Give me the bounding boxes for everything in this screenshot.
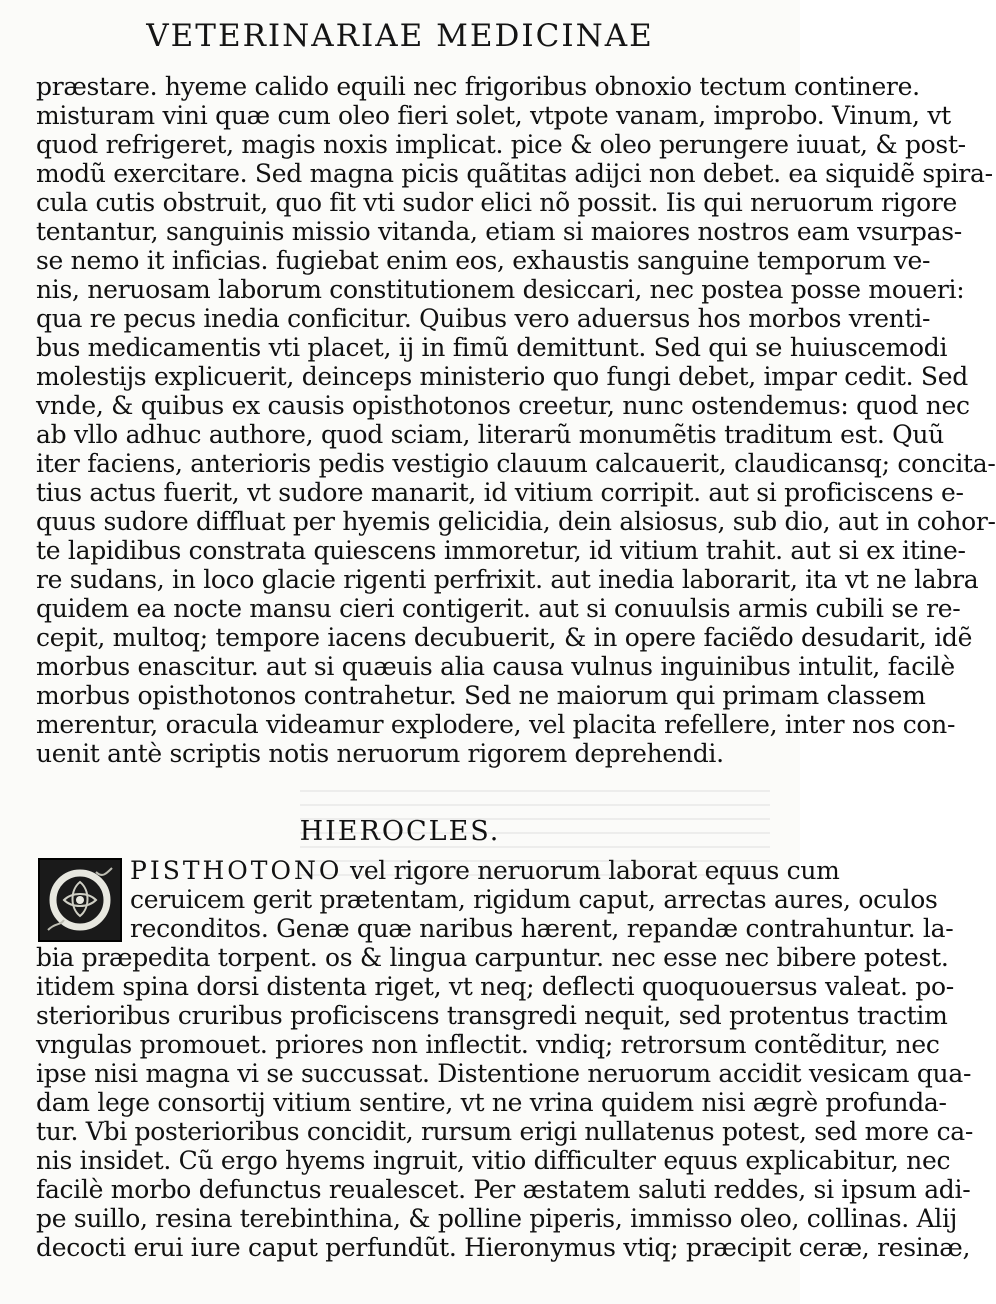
section-body [36, 943, 974, 1262]
text-line: modũ exercitare. Sed magna picis quãtitas adijci non debet. ea siquidẽ spira- [36, 159, 993, 188]
text-line: se nemo it inficias. fugiebat enim eos, exhaustis sanguine temporum ve- [36, 246, 931, 275]
section-first-line [36, 856, 840, 885]
text-line: tius actus fuerit, vt sudore manarit, id vitium corripit. aut si proficiscens e- [36, 478, 964, 507]
text-line: vnde, & quibus ex causis opisthotonos creetur, nunc ostendemus: quod nec [36, 391, 970, 420]
section-line: vngulas promouet. priores non inflectit. vndiq; retrorsum contẽditur, nec [36, 1030, 940, 1059]
text-line: ab vllo adhuc authore, quod sciam, literarũ monumẽtis traditum est. Quũ [36, 420, 944, 449]
text-line: quidem ea nocte mansu cieri contigerit. aut si conuulsis armis cubili se re- [36, 594, 961, 623]
text-line: nis, neruosam laborum constitutionem desiccari, nec postea posse moueri: [36, 275, 965, 304]
section-line: sterioribus cruribus proficiscens transgredi nequit, sed protentus tractim [36, 1001, 948, 1030]
text-line: morbus enascitur. aut si quæuis alia causa vulnus inguinibus intulit, facilè [36, 652, 955, 681]
section-line: facilè morbo defunctus reualescet. Per æstatem saluti reddes, si ipsum adi- [36, 1175, 971, 1204]
running-head: VETERINARIAE MEDICINAE [146, 18, 654, 54]
body-text [36, 72, 996, 768]
first-line-rest: vel rigore neruorum laborat equus cum [342, 856, 840, 885]
section-line: dam lege consortij vitium sentire, vt ne vrina quidem nisi ægrè profunda- [36, 1088, 947, 1117]
section-line: bia præpedita torpent. os & lingua carpuntur. nec esse nec bibere potest. [36, 943, 949, 972]
text-line: qua re pecus inedia conficitur. Quibus vero aduersus hos morbos vrenti- [36, 304, 931, 333]
text-line: præstare. hyeme calido equili nec frigoribus obnoxio tectum continere. [36, 72, 920, 101]
section-line: itidem spina dorsi distenta riget, vt neq; deflecti quoquouersus valeat. po- [36, 972, 954, 1001]
text-line: te lapidibus constrata quiescens immoretur, id vitium trahit. aut si ex itine- [36, 536, 966, 565]
opening-word: PISTHOTONO [130, 856, 343, 885]
hierocles-section [36, 856, 974, 1262]
section-line: reconditos. Genæ quæ naribus hærent, repandæ contrahuntur. la- [130, 914, 954, 943]
section-line: nis insidet. Cũ ergo hyems ingruit, vitio difficulter equus explicabitur, nec [36, 1146, 951, 1175]
text-line: quus sudore diffluat per hyemis gelicidia, dein alsiosus, sub dio, aut in cohor- [36, 507, 996, 536]
section-heading: HIEROCLES. [299, 816, 501, 847]
floral-ornament-icon [40, 860, 120, 940]
text-line: re sudans, in loco glacie rigenti perfrixit. aut inedia laborarit, ita vt ne labra [36, 565, 979, 594]
text-line: morbus opisthotonos contrahetur. Sed ne maiorum qui primam classem [36, 681, 926, 710]
text-line: cula cutis obstruit, quo fit vti sudor elici nõ possit. Iis qui neruorum rigore [36, 188, 958, 217]
text-line: misturam vini quæ cum oleo fieri solet, vtpote vanam, improbo. Vinum, vt [36, 101, 951, 130]
text-line: bus medicamentis vti placet, ij in fimũ demittunt. Sed qui se huiuscemodi [36, 333, 948, 362]
section-line: pe suillo, resina terebinthina, & polline piperis, immisso oleo, collinas. Alij [36, 1204, 958, 1233]
text-line: molestijs explicuerit, deinceps ministerio quo fungi debet, impar cedit. Sed [36, 362, 968, 391]
section-line: decocti erui iure caput perfundũt. Hieronymus vtiq; præcipit ceræ, resinæ, [36, 1233, 971, 1262]
section-line: ipse nisi magna vi se succussat. Distentione neruorum accidit vesicam qua- [36, 1059, 972, 1088]
text-line: merentur, oracula videamur explodere, vel placita refellere, inter nos con- [36, 710, 956, 739]
text-line: cepit, multoq; tempore iacens decubuerit, & in opere faciẽdo desudarit, idẽ [36, 623, 973, 652]
section-line: ceruicem gerit prætentam, rigidum caput, arrectas aures, oculos [130, 885, 938, 914]
text-line: tentantur, sanguinis missio vitanda, etiam si maiores nostros eam vsurpas- [36, 217, 962, 246]
decorated-initial [38, 858, 122, 942]
text-line: uenit antè scriptis notis neruorum rigorem deprehendi. [36, 739, 724, 768]
text-line: iter faciens, anterioris pedis vestigio clauum calcauerit, claudicansq; concita- [36, 449, 996, 478]
section-line: tur. Vbi posterioribus concidit, rursum erigi nullatenus potest, sed more ca- [36, 1117, 974, 1146]
text-line: quod refrigeret, magis noxis implicat. pice & oleo perungere iuuat, & post- [36, 130, 966, 159]
